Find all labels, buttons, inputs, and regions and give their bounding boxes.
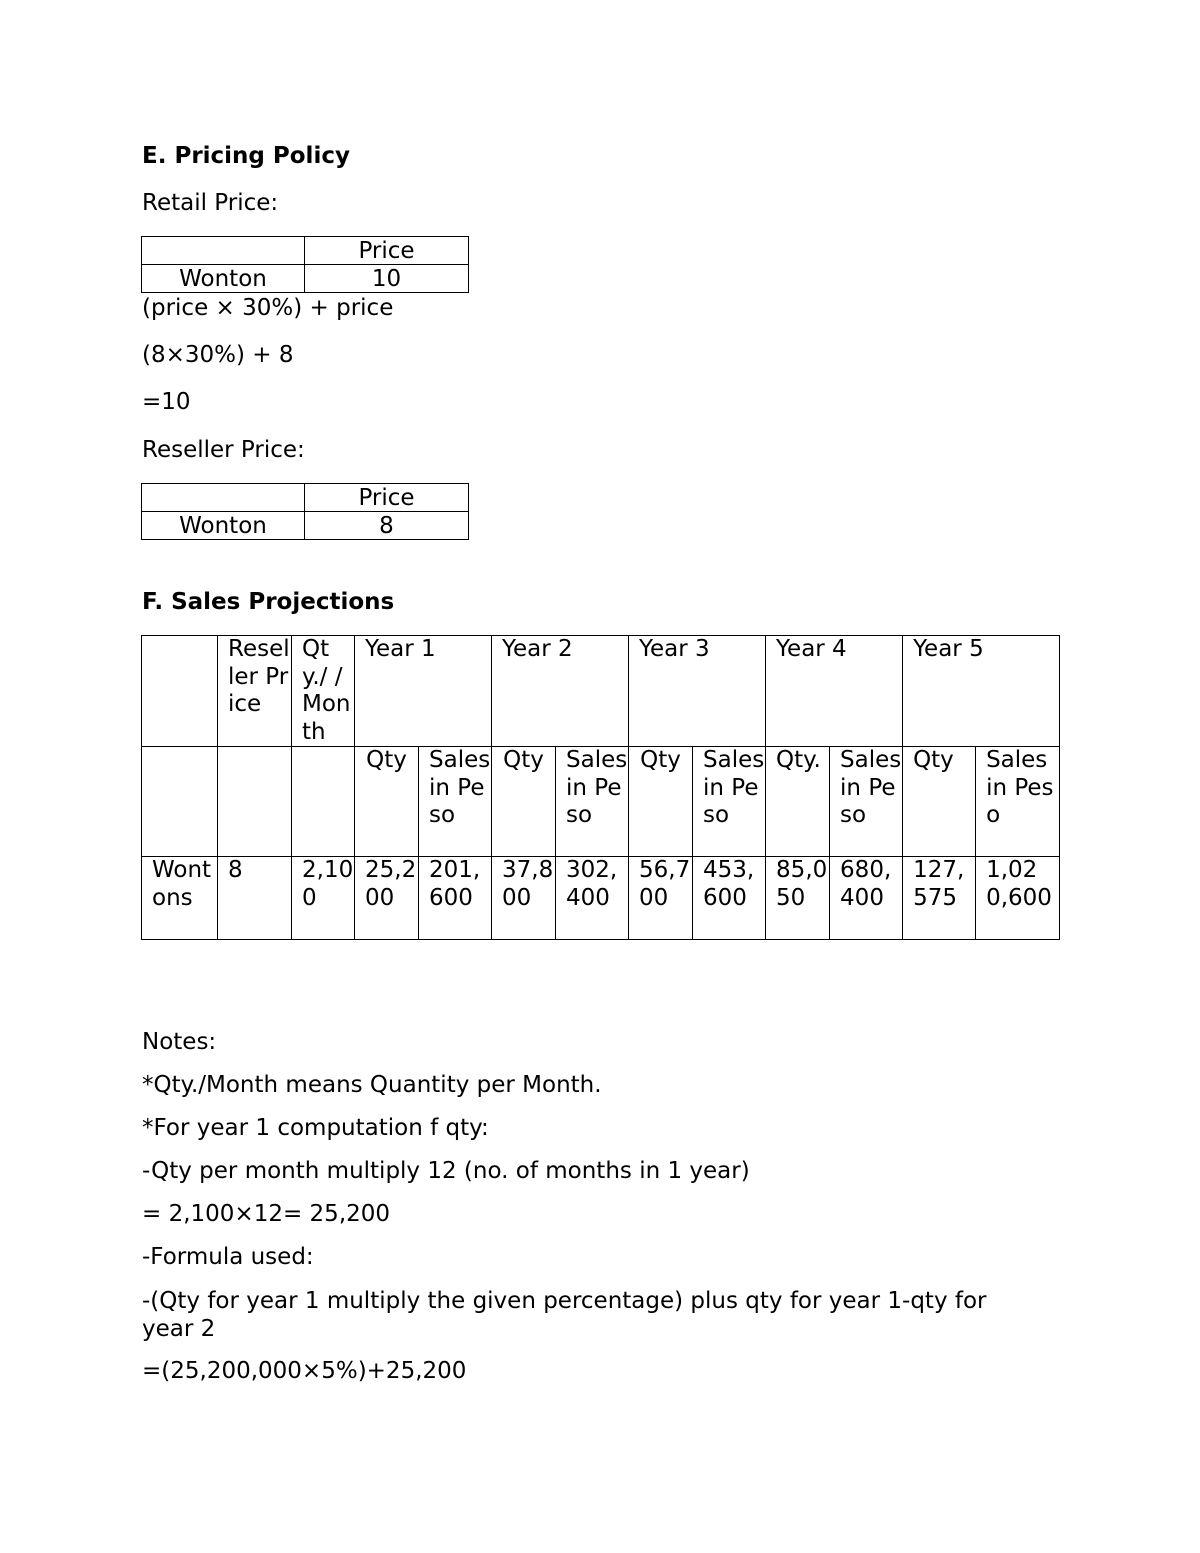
- subheader-year-1-sales: Sales in Peso: [419, 747, 492, 857]
- header-year-5: Year 5: [903, 636, 1060, 747]
- row-year-4-qty: 85,050: [766, 857, 830, 940]
- subheader-year-5-qty: Qty: [903, 747, 976, 857]
- note-line-1: *Qty./Month means Quantity per Month.: [142, 1072, 602, 1098]
- subheader-empty-cell: [292, 747, 355, 857]
- note-line-6: -(Qty for year 1 multiply the given percentage) plus qty for year 1-qty for year 2: [142, 1288, 987, 1342]
- subheader-empty-cell: [218, 747, 292, 857]
- header-reseller-price: Reseller Price: [218, 636, 292, 747]
- subheader-empty-cell: [142, 747, 218, 857]
- row-year-1-sales: 201,600: [419, 857, 492, 940]
- row-price: 8: [218, 857, 292, 940]
- reseller-table-empty-cell: [142, 484, 305, 512]
- retail-table-header: Price: [305, 237, 469, 265]
- header-year-4: Year 4: [766, 636, 903, 747]
- row-year-1-qty: 25,200: [355, 857, 419, 940]
- retail-table-value: 10: [305, 265, 469, 293]
- formula-line-2: (8×30%) + 8: [142, 342, 294, 368]
- subheader-year-3-qty: Qty: [629, 747, 693, 857]
- table-row: [142, 857, 1060, 940]
- row-qty-month: 2,100: [292, 857, 355, 940]
- row-year-2-qty: 37,800: [492, 857, 556, 940]
- sales-projections-heading: F. Sales Projections: [142, 589, 395, 615]
- pricing-policy-heading: E. Pricing Policy: [142, 143, 350, 169]
- note-line-7: =(25,200,000×5%)+25,200: [142, 1358, 467, 1384]
- retail-price-table: [141, 236, 469, 293]
- row-year-4-sales: 680,400: [830, 857, 903, 940]
- subheader-year-1-qty: Qty: [355, 747, 419, 857]
- row-year-5-qty: 127,575: [903, 857, 976, 940]
- header-year-2: Year 2: [492, 636, 629, 747]
- reseller-price-label: Reseller Price:: [142, 437, 305, 463]
- note-line-3: -Qty per month multiply 12 (no. of months in 1 year): [142, 1158, 750, 1184]
- note-line-5: -Formula used:: [142, 1244, 314, 1270]
- retail-table-empty-cell: [142, 237, 305, 265]
- reseller-table-item: Wonton: [142, 512, 305, 540]
- row-year-3-sales: 453,600: [693, 857, 766, 940]
- header-year-1: Year 1: [355, 636, 492, 747]
- header-year-3: Year 3: [629, 636, 766, 747]
- subheader-year-2-sales: Sales in Peso: [556, 747, 629, 857]
- reseller-table-header: Price: [305, 484, 469, 512]
- row-year-3-qty: 56,700: [629, 857, 693, 940]
- retail-table-item: Wonton: [142, 265, 305, 293]
- subheader-year-4-qty: Qty.: [766, 747, 830, 857]
- reseller-price-table: [141, 483, 469, 540]
- notes-title: Notes:: [142, 1029, 217, 1055]
- table-subheader-row: [142, 747, 1060, 857]
- retail-price-label: Retail Price:: [142, 190, 279, 216]
- note-line-4: = 2,100×12= 25,200: [142, 1201, 391, 1227]
- subheader-year-5-sales: Sales in Peso: [976, 747, 1060, 857]
- header-qty-month: Qty./ / Month: [292, 636, 355, 747]
- row-product: Wontons: [142, 857, 218, 940]
- row-year-2-sales: 302,400: [556, 857, 629, 940]
- note-line-2: *For year 1 computation f qty:: [142, 1115, 489, 1141]
- reseller-table-value: 8: [305, 512, 469, 540]
- formula-line-1: (price × 30%) + price: [142, 295, 394, 321]
- subheader-year-2-qty: Qty: [492, 747, 556, 857]
- header-empty-cell: [142, 636, 218, 747]
- row-year-5-sales: 1,020,600: [976, 857, 1060, 940]
- subheader-year-4-sales: Sales in Peso: [830, 747, 903, 857]
- subheader-year-3-sales: Sales in Peso: [693, 747, 766, 857]
- formula-line-3: =10: [142, 389, 191, 415]
- sales-projections-table: [141, 635, 1060, 940]
- table-header-row: [142, 636, 1060, 747]
